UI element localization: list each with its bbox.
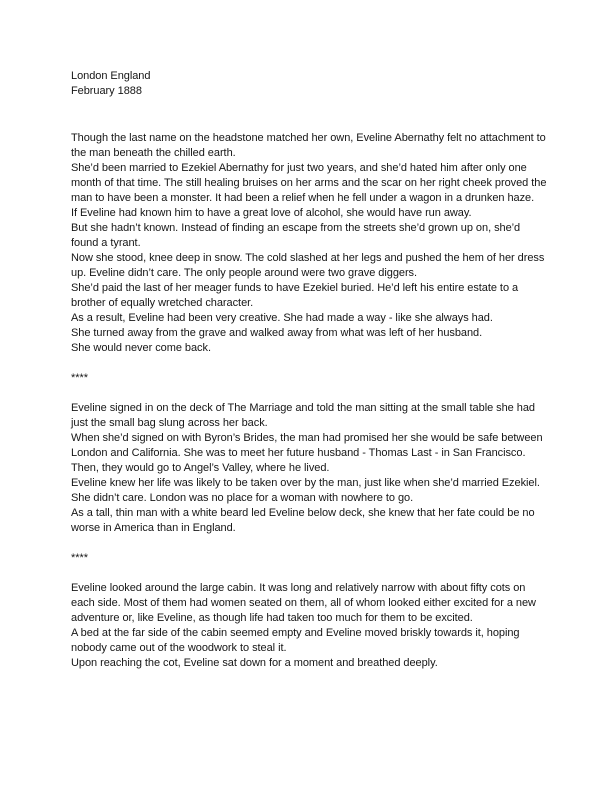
paragraph: She’d paid the last of her meager funds to have Ezekiel buried. He’d left his entire estate to a brother of equally wretched character. — [71, 282, 519, 309]
paragraph: Eveline knew her life was likely to be taken over by the man, just like when she’d married Ezekiel. — [71, 477, 540, 489]
paragraph: Though the last name on the headstone matched her own, Eveline Abernathy felt no attachment to the man beneath the chilled earth. — [71, 132, 546, 159]
section-separator: **** — [71, 372, 88, 384]
paragraph: If Eveline had known him to have a great love of alcohol, she would have run away. — [71, 207, 472, 219]
paragraph: She didn’t care. London was no place for a woman with nowhere to go. — [71, 492, 414, 504]
document-body — [71, 131, 550, 671]
paragraph: As a result, Eveline had been very creative. She had made a way - like she always had. — [71, 312, 493, 324]
paragraph: She would never come back. — [71, 342, 211, 354]
document-header — [71, 69, 150, 99]
section-separator: **** — [71, 552, 88, 564]
paragraph: Eveline looked around the large cabin. It was long and relatively narrow with about fifty cots on each side. Most of them had women seated on them, all of whom looked either excited for a new adventure or, like Eveline, as though life had taken too much for them to be excited. — [71, 582, 536, 624]
paragraph: Now she stood, knee deep in snow. The cold slashed at her legs and pushed the hem of her dress up. Eveline didn’t care. The only people around were two grave diggers. — [71, 252, 545, 279]
paragraph: As a tall, thin man with a white beard led Eveline below deck, she knew that her fate could be no worse in America than in England. — [71, 507, 535, 534]
header-date-line: February 1888 — [71, 85, 142, 97]
paragraph: Upon reaching the cot, Eveline sat down for a moment and breathed deeply. — [71, 657, 438, 669]
paragraph: When she’d signed on with Byron’s Brides, the man had promised her she would be safe between London and California. She was to meet her future husband - Thomas Last - in San Francisco. Then, they would go to Angel’s Valley, where he lived. — [71, 432, 543, 474]
paragraph: She’d been married to Ezekiel Abernathy for just two years, and she’d hated him after only one month of that time. The still healing bruises on her arms and the scar on her right cheek proved the man to have been a monster. It had been a relief when he fell under a wagon in a drunken haze. — [71, 162, 547, 204]
paragraph: Eveline signed in on the deck of The Marriage and told the man sitting at the small table she had just the small bag slung across her back. — [71, 402, 535, 429]
header-location-line: London England — [71, 70, 151, 82]
paragraph: She turned away from the grave and walked away from what was left of her husband. — [71, 327, 483, 339]
paragraph: A bed at the far side of the cabin seemed empty and Eveline moved briskly towards it, hoping nobody came out of the woodwork to steal it. — [71, 627, 520, 654]
paragraph: But she hadn’t known. Instead of finding an escape from the streets she’d grown up on, she’d found a tyrant. — [71, 222, 521, 249]
